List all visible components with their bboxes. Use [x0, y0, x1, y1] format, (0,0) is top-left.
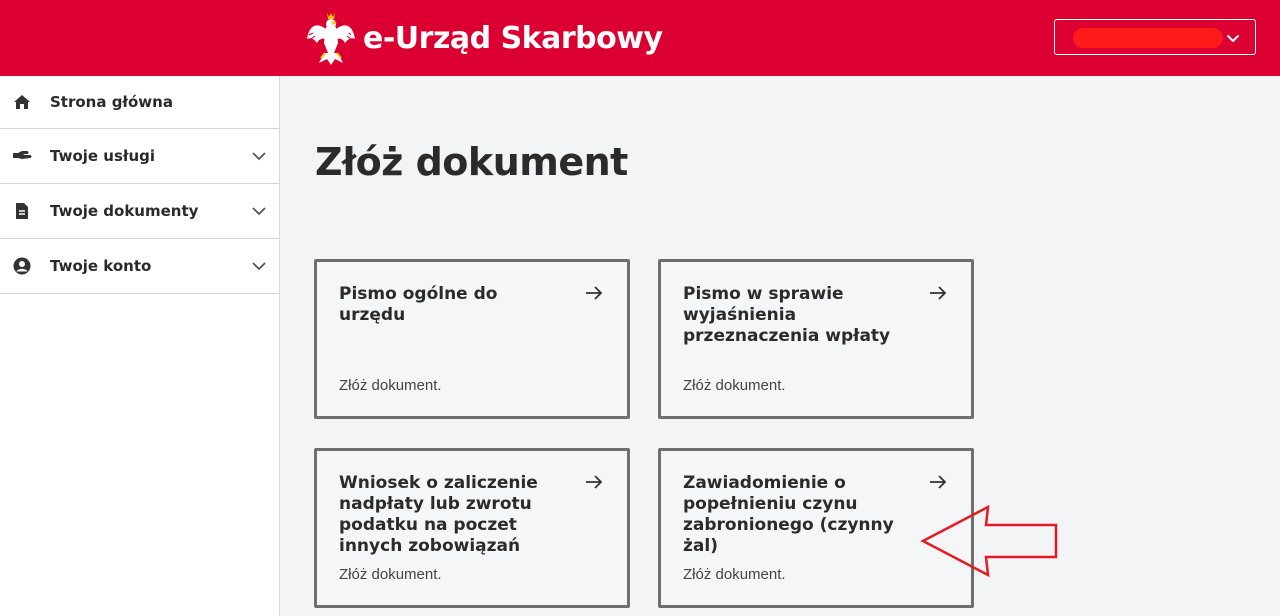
sidebar-item-label: Twoje usługi: [50, 147, 156, 165]
arrow-right-icon: [585, 286, 603, 300]
card-title: Wniosek o zaliczenie nadpłaty lub zwrotu podatku na poczet innych zobowiązań: [339, 473, 538, 556]
redacted-username: [1073, 28, 1223, 48]
document-card[interactable]: [314, 259, 630, 419]
chevron-down-icon: [251, 258, 267, 274]
brand[interactable]: [305, 8, 663, 68]
chevron-down-icon: [251, 203, 267, 219]
sidebar-item-label: Strona główna: [50, 93, 173, 111]
page-title: Złóż dokument: [315, 140, 628, 184]
arrow-right-icon: [929, 475, 947, 489]
sidebar-item-home[interactable]: [0, 76, 279, 129]
account-dropdown[interactable]: [1054, 19, 1256, 55]
app-title: e-Urząd Skarbowy: [363, 20, 663, 56]
card-subtitle: Złóż dokument.: [683, 566, 786, 583]
annotation-arrow-icon: [920, 505, 1060, 577]
hand-icon: [12, 146, 32, 166]
card-title: Pismo w sprawie wyjaśnienia przeznaczenia wpłaty: [683, 284, 891, 346]
card-title: Pismo ogólne do urzędu: [339, 284, 498, 325]
sidebar-item-account[interactable]: [0, 239, 279, 294]
user-circle-icon: [12, 256, 32, 276]
card-subtitle: Złóż dokument.: [683, 377, 786, 394]
sidebar: [0, 76, 280, 616]
chevron-down-icon: [251, 148, 267, 164]
arrow-right-icon: [929, 286, 947, 300]
document-icon: [12, 201, 32, 221]
sidebar-item-services[interactable]: [0, 129, 279, 184]
card-subtitle: Złóż dokument.: [339, 377, 442, 394]
sidebar-item-label: Twoje dokumenty: [50, 202, 199, 220]
polish-eagle-icon: [305, 9, 357, 67]
sidebar-item-documents[interactable]: [0, 184, 279, 239]
arrow-right-icon: [585, 475, 603, 489]
card-title: Zawiadomienie o popełnieniu czynu zabronionego (czynny żal): [683, 473, 894, 556]
home-icon: [12, 92, 32, 112]
sidebar-item-label: Twoje konto: [50, 257, 152, 275]
document-card[interactable]: [658, 259, 974, 419]
chevron-down-icon: [1225, 30, 1241, 46]
top-bar: [0, 0, 1280, 76]
document-card[interactable]: [314, 448, 630, 608]
card-subtitle: Złóż dokument.: [339, 566, 442, 583]
